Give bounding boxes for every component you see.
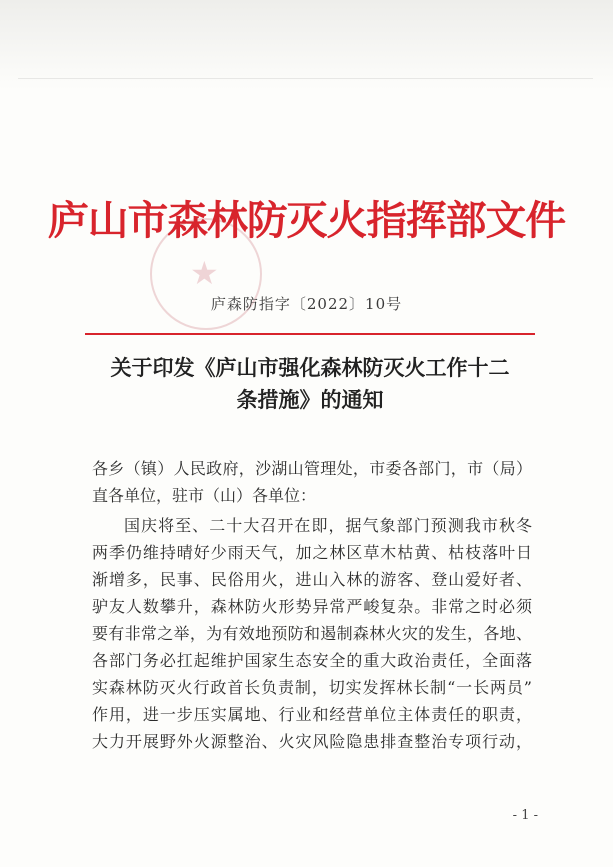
body-line: 实森林防灭火行政首长负责制，切实发挥林长制“一长两员” — [92, 678, 532, 697]
body-line: 渐增多，民事、民俗用火，进山入林的游客、登山爱好者、 — [92, 570, 532, 589]
scan-shadow — [0, 0, 613, 90]
body-paragraph — [92, 512, 532, 755]
document-number: 庐森防指字〔2022〕10号 — [210, 295, 403, 313]
notice-heading — [95, 352, 525, 416]
body-line: 两季仍维持晴好少雨天气，加之林区草木枯黄、枯枝落叶日 — [92, 543, 532, 562]
scan-artifact-line — [18, 78, 593, 79]
salutation-line-1: 各乡（镇）人民政府，沙湖山管理处，市委各部门，市（局） — [92, 459, 532, 478]
body-line: 大力开展野外火源整治、火灾风险隐患排查整治专项行动， — [92, 732, 532, 751]
seal-star-icon: ★ — [190, 254, 219, 292]
document-header-title: 庐山市森林防灭火指挥部文件 — [47, 197, 566, 244]
notice-heading-line-2: 条措施》的通知 — [236, 387, 384, 412]
salutation-line-2: 直各单位，驻市（山）各单位： — [92, 486, 317, 505]
body-line: 要有非常之举，为有效地预防和遏制森林火灾的发生，各地、 — [92, 624, 532, 643]
body-line: 作用，进一步压实属地、行业和经营单位主体责任的职责， — [92, 705, 532, 724]
notice-heading-line-1: 关于印发《庐山市强化森林防灭火工作十二 — [110, 355, 510, 380]
body-line: 各部门务必扛起维护国家生态安全的重大政治责任，全面落 — [92, 651, 532, 670]
page-number: - 1 - — [512, 808, 538, 823]
body-line: 国庆将至、二十大召开在即，据气象部门预测我市秋冬 — [124, 516, 532, 535]
body-line: 驴友人数攀升，森林防火形势异常严峻复杂。非常之时必须 — [92, 597, 532, 616]
salutation — [92, 455, 532, 509]
red-separator-rule — [85, 333, 535, 335]
